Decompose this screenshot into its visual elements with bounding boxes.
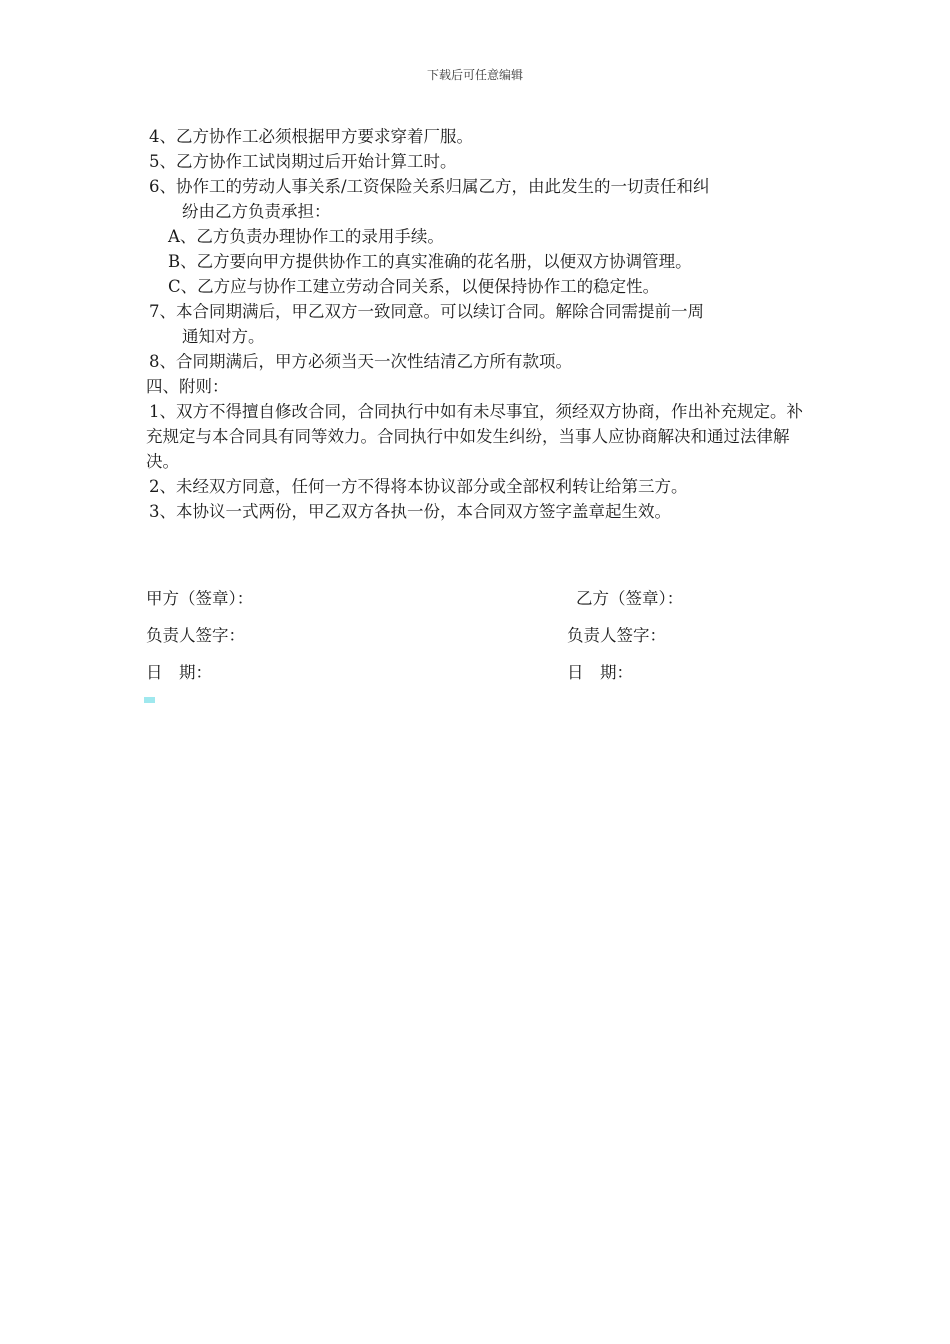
appendix-heading: 四、附则：: [146, 377, 229, 396]
party-b-signer-label: 负责人签字：: [567, 626, 666, 645]
clause-6-line-1: 6、协作工的劳动人事关系/工资保险关系归属乙方，由此发生的一切责任和纠: [149, 177, 710, 196]
party-a-date-label: 日 期：: [146, 663, 212, 682]
clause-6: [146, 174, 810, 224]
contract-body: [146, 124, 810, 524]
clause-5: 5、乙方协作工试岗期过后开始计算工时。: [149, 152, 457, 171]
party-b-seal-label: 乙方（签章）：: [576, 589, 684, 608]
appendix-item-3: 3、本协议一式两份，甲乙双方各执一份，本合同双方签字盖章起生效。: [149, 502, 671, 521]
clause-6-b: B、乙方要向甲方提供协作工的真实准确的花名册，以便双方协调管理。: [168, 252, 692, 271]
clause-6-line-2: 纷由乙方负责承担：: [182, 202, 331, 221]
clause-7-line-2: 通知对方。: [182, 327, 265, 346]
clause-7-line-1: 7、本合同期满后，甲乙双方一致同意。可以续订合同。解除合同需提前一周: [149, 302, 704, 321]
party-a-signer-label: 负责人签字：: [146, 626, 245, 645]
page-header-note: 下载后可任意编辑: [426, 68, 523, 82]
cursor-marker: [144, 697, 155, 703]
clause-6-c: C、乙方应与协作工建立劳动合同关系，以便保持协作工的稳定性。: [168, 277, 660, 296]
appendix-item-1: 1、双方不得擅自修改合同，合同执行中如有未尽事宜，须经双方协商，作出补充规定。补充规定与本合同具有同等效力。合同执行中如发生纠纷，当事人应协商解决和通过法律解决。: [146, 402, 803, 471]
clause-7: [146, 299, 810, 349]
appendix-item-2: 2、未经双方同意，任何一方不得将本协议部分或全部权利转让给第三方。: [149, 477, 688, 496]
party-a-seal-label: 甲方（签章）：: [146, 589, 254, 608]
clause-6-a: A、乙方负责办理协作工的录用手续。: [168, 227, 444, 246]
clause-8: 8、合同期满后，甲方必须当天一次性结清乙方所有款项。: [149, 352, 572, 371]
clause-4: 4、乙方协作工必须根据甲方要求穿着厂服。: [149, 127, 473, 146]
party-b-date-label: 日 期：: [567, 663, 633, 682]
